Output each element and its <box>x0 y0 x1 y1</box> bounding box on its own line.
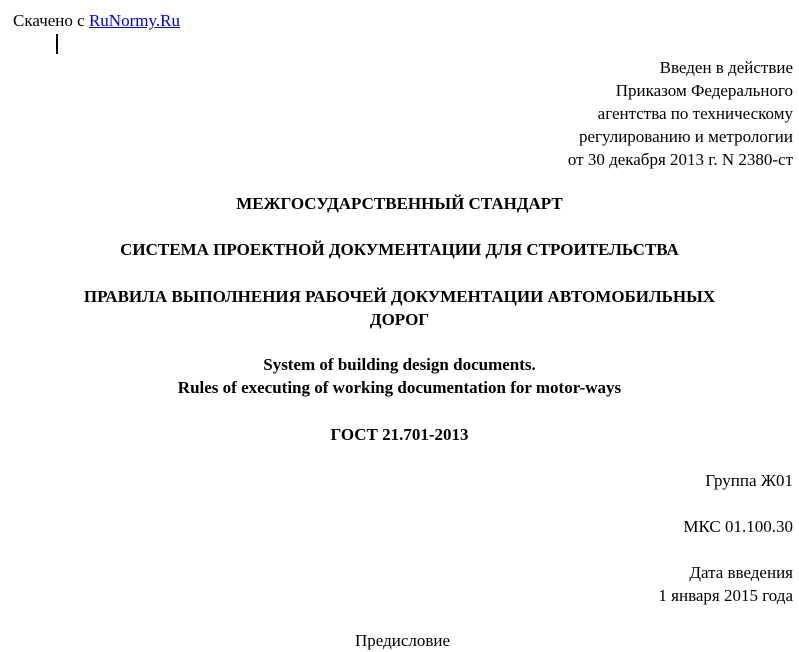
english-title-line-1: System of building design documents. <box>263 355 536 374</box>
introduction-date-label: Дата введения <box>689 563 793 582</box>
gost-code-heading <box>0 423 799 446</box>
document-title-line-1: ПРАВИЛА ВЫПОЛНЕНИЯ РАБОЧЕЙ ДОКУМЕНТАЦИИ АВТОМОБИЛЬНЫХ <box>83 287 716 306</box>
intro-line: Введен в действие <box>659 58 793 77</box>
document-title-line-2: ДОРОГ <box>369 310 430 329</box>
english-title-line-2: Rules of executing of working documentation for motor-ways <box>177 378 622 397</box>
introduction-date-value: 1 января 2015 года <box>658 586 793 605</box>
intro-line: от 30 декабря 2013 г. N 2380-ст <box>567 150 793 169</box>
standard-type-text: МЕЖГОСУДАРСТВЕННЫЙ СТАНДАРТ <box>236 194 563 213</box>
source-line <box>13 9 180 32</box>
text-cursor <box>56 34 58 54</box>
standard-type-heading <box>0 192 799 215</box>
intro-line: Приказом Федерального <box>615 81 793 100</box>
group-code: Группа Ж01 <box>705 471 793 490</box>
english-title-heading <box>0 353 799 399</box>
intro-line: агентства по техническому <box>597 104 793 123</box>
source-link[interactable]: RuNormy.Ru <box>88 11 180 30</box>
intro-order-block <box>293 56 793 171</box>
source-prefix: Скачено с <box>13 11 89 30</box>
document-title-heading <box>0 285 799 331</box>
introduction-date-block <box>658 561 793 607</box>
system-title-heading <box>0 238 799 261</box>
intro-line: регулированию и метрологии <box>578 127 793 146</box>
gost-code-text: ГОСТ 21.701-2013 <box>330 425 469 444</box>
preface-heading: Предисловие <box>354 631 451 650</box>
mks-code: МКС 01.100.30 <box>683 517 793 536</box>
system-title-text: СИСТЕМА ПРОЕКТНОЙ ДОКУМЕНТАЦИИ ДЛЯ СТРОИТЕЛЬСТВА <box>120 240 679 259</box>
